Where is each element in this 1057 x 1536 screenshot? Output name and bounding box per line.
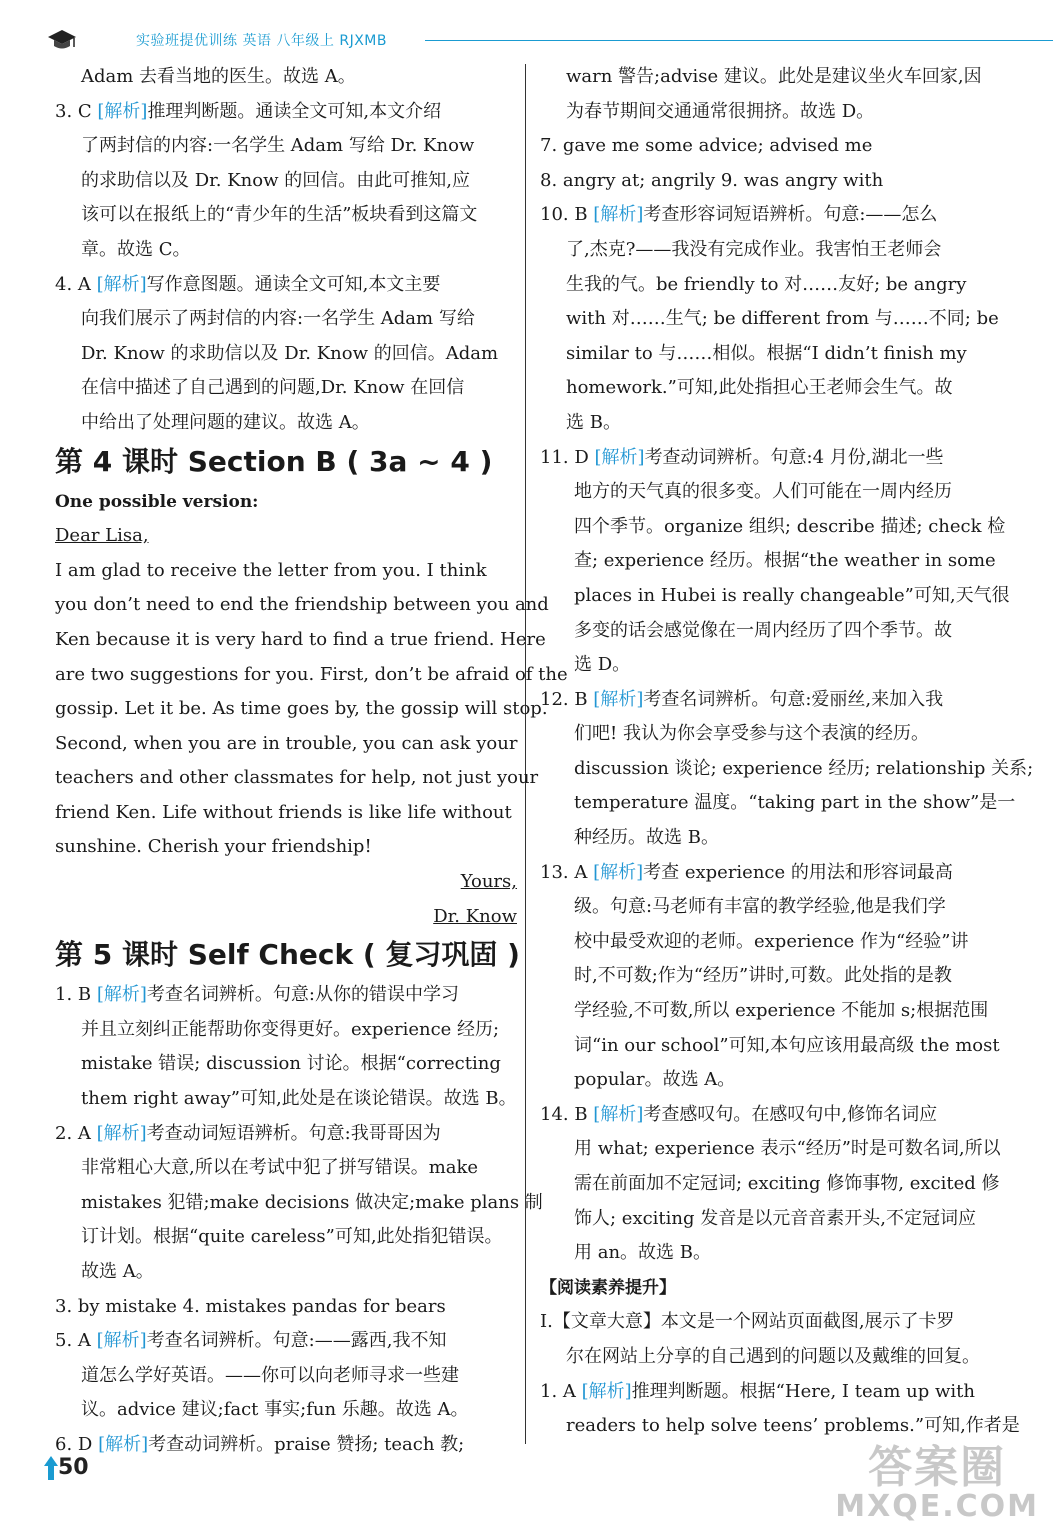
text-line: mistake 错误; discussion 讨论。根据“correcting [81,1053,501,1075]
text-line: popular。故选 A。 [574,1069,736,1091]
text-line: 选 B。 [566,411,621,433]
text-line: 种经历。故选 B。 [574,827,719,849]
text-line: with 对……生气; be different from 与……不同; be [566,308,999,330]
text-line: sunshine. Cherish your friendship! [55,836,372,858]
text-line: 6. D [解析]考查动词辨析。praise 赞扬; teach 教; [55,1433,465,1455]
text-line: 道怎么学好英语。——你可以向老师寻求一些建 [81,1364,459,1386]
text-line: 4. A [解析]写作意图题。通读全文可知,本文主要 [55,273,441,295]
text-line: you don’t need to end the friendship between you and [55,594,549,616]
text-line: 中给出了处理问题的建议。故选 A。 [81,411,370,433]
text-line: 3. by mistake 4. mistakes pandas for bears [55,1295,446,1317]
text-line: 们吧! 我认为你会享受参与这个表演的经历。 [574,723,929,745]
analysis-tag: [解析] [593,1103,644,1125]
analysis-tag: [解析] [96,273,147,295]
text-line: One possible version: [55,491,259,512]
text-line: I am glad to receive the letter from you. I think [55,559,487,581]
text-line: 【阅读素养提升】 [540,1277,676,1298]
text-line: 时,不可数;作为“经历”讲时,可数。此处指的是教 [574,965,952,987]
text-line: 用 what; experience 表示“经历”时是可数名词,所以 [574,1138,1001,1160]
watermark-line1: 答案圈 [868,1442,1007,1493]
text-line: 非常粗心大意,所以在考试中犯了拼写错误。make [81,1157,479,1179]
text-line: 用 an。故选 B。 [574,1242,711,1264]
text-line: 多变的话会感觉像在一周内经历了四个季节。故 [574,619,952,641]
text-line: Dr. Know 的求助信以及 Dr. Know 的回信。Adam [81,342,499,364]
left-column [55,60,568,1463]
text-line: 了,杰克?——我没有完成作业。我害怕王老师会 [566,238,942,260]
text-line: mistakes 犯错;make decisions 做决定;make plans 制 [81,1191,543,1213]
analysis-tag: [解析] [593,861,644,883]
text-line: 学经验,不可数,所以 experience 不能加 s;根据范围 [574,1000,989,1022]
text-line: 11. D [解析]考查动词辨析。句意:4 月份,湖北一些 [540,446,944,468]
text-line: 该可以在报纸上的“青少年的生活”板块看到这篇文 [81,204,478,226]
text-line: 7. gave me some advice; advised me [540,135,873,157]
page-number [42,1452,94,1482]
text-line: 向我们展示了两封信的内容:一名学生 Adam 写给 [81,308,475,330]
text-line: 3. C [解析]推理判断题。通读全文可知,本文介绍 [55,100,442,122]
text-line: Ken because it is very hard to find a true friend. Here [55,628,546,650]
text-line: 四个季节。organize 组织; describe 描述; check 检 [574,515,1006,537]
header-title: 实验班提优训练 英语 八年级上 RJXMB [136,33,387,49]
text-line: 12. B [解析]考查名词辨析。句意:爱丽丝,来加入我 [540,688,944,710]
section-heading: 第 5 课时 Self Check ( 复习巩固 ) [55,938,520,972]
page-header [40,26,1030,56]
text-line: 选 D。 [574,654,631,676]
text-line: 校中最受欢迎的老师。experience 作为“经验”讲 [574,930,969,952]
text-line: 5. A [解析]考查名词辨析。句意:——露西,我不知 [55,1330,447,1352]
analysis-tag: [解析] [581,1380,632,1402]
text-line: 地方的天气真的很多变。人们可能在一周内经历 [574,481,952,503]
text-line: discussion 谈论; experience 经历; relationship 关系; [574,757,1034,779]
text-line: 查; experience 经历。根据“the weather in some [574,550,996,572]
text-line: 1. B [解析]考查名词辨析。句意:从你的错误中学习 [55,984,459,1006]
text-line: Adam 去看当地的医生。故选 A。 [81,66,356,87]
text-line: 1. A [解析]推理判断题。根据“Here, I team up with [540,1380,975,1402]
text-line: 需在前面加不定冠词; exciting 修饰事物, excited 修 [574,1173,1000,1194]
text-line: Yours, [460,871,517,893]
text-line: 在信中描述了自己遇到的问题,Dr. Know 在回信 [81,377,465,399]
analysis-tag: [解析] [594,446,645,468]
right-column [540,60,1034,1444]
text-line: 了两封信的内容:一名学生 Adam 写给 Dr. Know [81,135,475,157]
text-line: readers to help solve teens’ problems.”可知,作者是 [566,1415,1020,1437]
text-line: 14. B [解析]考查感叹句。在感叹句中,修饰名词应 [540,1103,938,1125]
text-line: 10. B [解析]考查形容词短语辨析。句意:——怎么 [540,204,938,226]
text-line: 词“in our school”可知,本句应该用最高级 the most [574,1034,1000,1056]
text-line: 13. A [解析]考查 experience 的用法和形容词最高 [540,861,953,883]
text-line: 生我的气。be friendly to 对……友好; be angry [566,273,967,295]
analysis-tag: [解析] [593,204,644,226]
text-line: 的求助信以及 Dr. Know 的回信。由此可推知,应 [81,169,470,191]
analysis-tag: [解析] [593,688,644,710]
text-line: 为春节期间交通通常很拥挤。故选 D。 [566,100,875,122]
section-heading: 第 4 课时 Section B ( 3a ~ 4 ) [55,444,493,478]
text-line: Dear Lisa, [55,525,149,547]
text-line: teachers and other classmates for help, not just your [55,767,539,789]
header-rule [425,40,1053,41]
analysis-tag: [解析] [96,1330,147,1352]
text-line: 饰人; exciting 发音是以元音音素开头,不定冠词应 [574,1207,976,1229]
text-line: 8. angry at; angrily 9. was angry with [540,169,884,191]
text-line: are two suggestions for you. First, don’t be afraid of the [55,663,568,685]
text-line: Ⅰ.【文章大意】本文是一个网站页面截图,展示了卡罗 [540,1311,955,1333]
text-line: friend Ken. Life without friends is like life without [55,801,512,823]
text-line: 级。句意:马老师有丰富的教学经验,他是我们学 [574,896,946,918]
analysis-tag: [解析] [98,1433,149,1455]
text-line: homework.”可知,此处指担心王老师会生气。故 [566,377,953,399]
text-line: 2. A [解析]考查动词短语辨析。句意:我哥哥因为 [55,1122,441,1144]
text-line: 议。advice 建议;fact 事实;fun 乐趣。故选 A。 [81,1399,469,1421]
watermark [835,1431,1039,1524]
text-line: gossip. Let it be. As time goes by, the gossip will stop. [55,698,548,720]
text-line: 章。故选 C。 [81,238,191,260]
text-line: Second, when you are in trouble, you can ask your [55,732,518,754]
text-line: 尔在网站上分享的自己遇到的问题以及戴维的回复。 [566,1345,980,1367]
graduation-cap-icon [46,28,78,52]
column-divider [525,64,526,1444]
watermark-line2: MXQE.COM [835,1489,1039,1524]
page-number-text: 50 [58,1455,89,1480]
analysis-tag: [解析] [97,100,148,122]
text-line: warn 警告;advise 建议。此处是建议坐火车回家,因 [566,66,982,87]
text-line: Dr. Know [433,905,517,927]
text-line: them right away”可知,此处是在谈论错误。故选 B。 [81,1088,517,1110]
text-line: 并且立刻纠正能帮助你变得更好。experience 经历; [81,1018,500,1040]
text-line: similar to 与……相似。根据“I didn’t finish my [566,342,967,364]
text-line: 故选 A。 [81,1261,154,1282]
text-line: temperature 温度。“taking part in the show”是一 [574,792,1016,814]
analysis-tag: [解析] [96,984,147,1006]
analysis-tag: [解析] [96,1122,147,1144]
text-line: 订计划。根据“quite careless”可知,此处指犯错误。 [81,1226,503,1248]
text-line: places in Hubei is really changeable”可知,天气很 [574,584,1010,606]
